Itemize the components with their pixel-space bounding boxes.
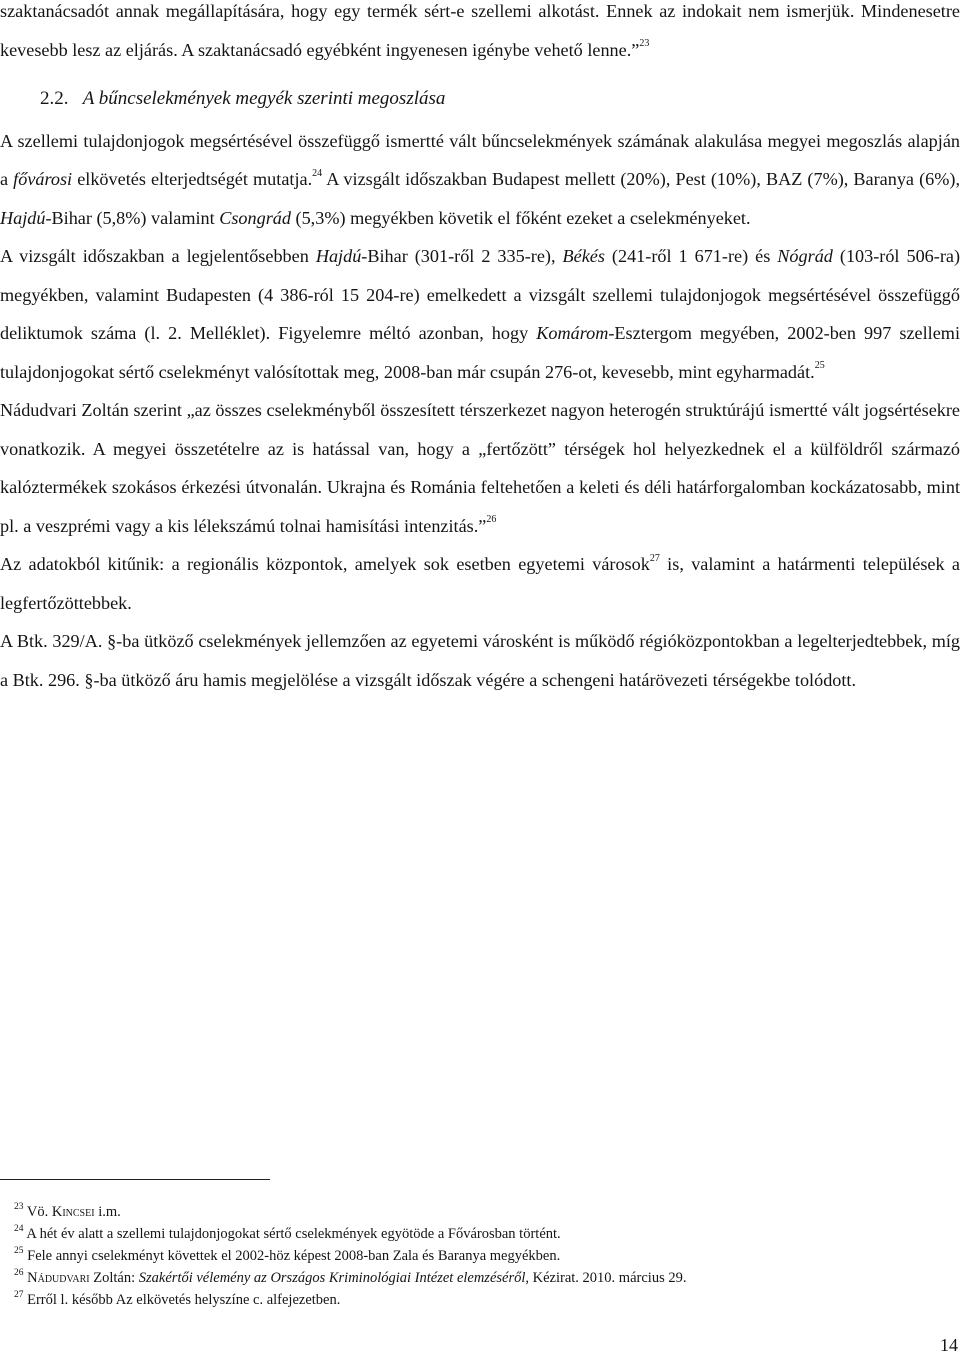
footnote-23: $^{23}$ Vö. Kincsei i.m. bbox=[14, 1202, 121, 1220]
section-title: A bűncselekmények megyék szerinti megoszlása bbox=[82, 88, 446, 109]
section-number: 2.2. bbox=[40, 88, 69, 109]
paragraph-4: Az adatokból kitűnik: a regionális központok, amelyek sok esetben egyetemi városok$^{27}$ is, valamint a határmenti települések a legfertőzöttebbek. bbox=[0, 552, 960, 613]
paragraph-3: Nádudvari Zoltán szerint „az összes cselekményből összesített térszerkezet nagyon heterogén struktúrájú ismertté vált jogsértésekre vonatkozik. A megyei összetételre az is hatással van, hogy a „fertőzött” térségek hol helyezkednek el a külföldről származó kalóztermékek szokásos érkezési útvonalán. Ukrajna és Románia feltehetően a keleti és déli határforgalomban kockázatosabb, mint pl. a veszprémi vagy a kis lélekszámú tolnai hamisítási intenzitás.”$^{26}$ bbox=[0, 400, 960, 536]
footnote-ref-27[interactable]: 27 bbox=[649, 552, 660, 564]
footnote-27: $^{27}$ Erről l. később Az elkövetés helyszíne c. alfejezetben. bbox=[14, 1290, 341, 1308]
section-heading bbox=[0, 80, 960, 119]
paragraph-2: A vizsgált időszakban a legjelentősebben Hajdú-Bihar (301-ről 2 335-re), Békés (241-ről 1 671-re) és Nógrád (103-ról 506-ra) megyékben, valamint Budapesten (4 386-ról 15 204-re) emelkedett a vizsgált szellemi tulajdonjogok megsértésével összefüggő deliktumok száma (l. 2. Melléklet). Figyelemre méltó azonban, hogy Komárom-Esztergom megyében, 2002-ben 997 szellemi tulajdonjogokat sértő cselekményt valósítottak meg, 2008-ban már csupán 276-ot, kevesebb, mint egyharmadát.$^{25}$ bbox=[0, 246, 960, 382]
page-number: 14 bbox=[940, 1335, 958, 1355]
footnote-ref-26[interactable]: 26 bbox=[486, 514, 497, 526]
footnote-ref-23[interactable]: 23 bbox=[639, 38, 650, 50]
paragraph-5: A Btk. 329/A. §-ba ütköző cselekmények jellemzően az egyetemi városként is működő régióközpontokban a legelterjedtebbek, míg a Btk. 296. §-ba ütköző áru hamis megjelölése a vizsgált időszak végére a schengeni határövezeti térségekbe tolódott. bbox=[0, 631, 960, 690]
footnote-25: $^{25}$ Fele annyi cselekményt követtek el 2002-höz képest 2008-ban Zala és Baranya megyékben. bbox=[14, 1246, 561, 1264]
footnote-24: $^{24}$ A hét év alatt a szellemi tulajdonjogokat sértő cselekmények egyötöde a Fővárosban történt. bbox=[14, 1224, 561, 1242]
footnote-ref-24[interactable]: 24 bbox=[312, 167, 323, 179]
footnotes bbox=[14, 1201, 944, 1311]
footnote-26: $^{26}$ Nádudvari Zoltán: Szakértői vélemény az Országos Kriminológiai Intézet elemzéséről, Kézirat. 2010. március 29. bbox=[14, 1268, 687, 1286]
paragraph-1: A szellemi tulajdonjogok megsértésével összefüggő ismertté vált bűncselekmények számának alakulása megyei megoszlás alapján a fővárosi elkövetés elterjedtségét mutatja.$^{24}$ A vizsgált időszakban Budapest mellett (20%), Pest (10%), BAZ (7%), Baranya (6%), Hajdú-Bihar (5,8%) valamint Csongrád (5,3%) megyékben követik el főként ezeket a cselekményeket. bbox=[0, 130, 960, 228]
footnote-ref-25[interactable]: 25 bbox=[814, 360, 825, 372]
paragraph-continuation: szaktanácsadót annak megállapítására, hogy egy termék sért-e szellemi alkotást. Ennek az indokait nem ismerjük. Mindenesetre kevesebb lesz az eljárás. A szaktanácsadó egyébként ingyenesen igénybe vehető lenne.”$^{23}$ bbox=[0, 1, 960, 60]
footnote-separator bbox=[0, 1179, 270, 1180]
